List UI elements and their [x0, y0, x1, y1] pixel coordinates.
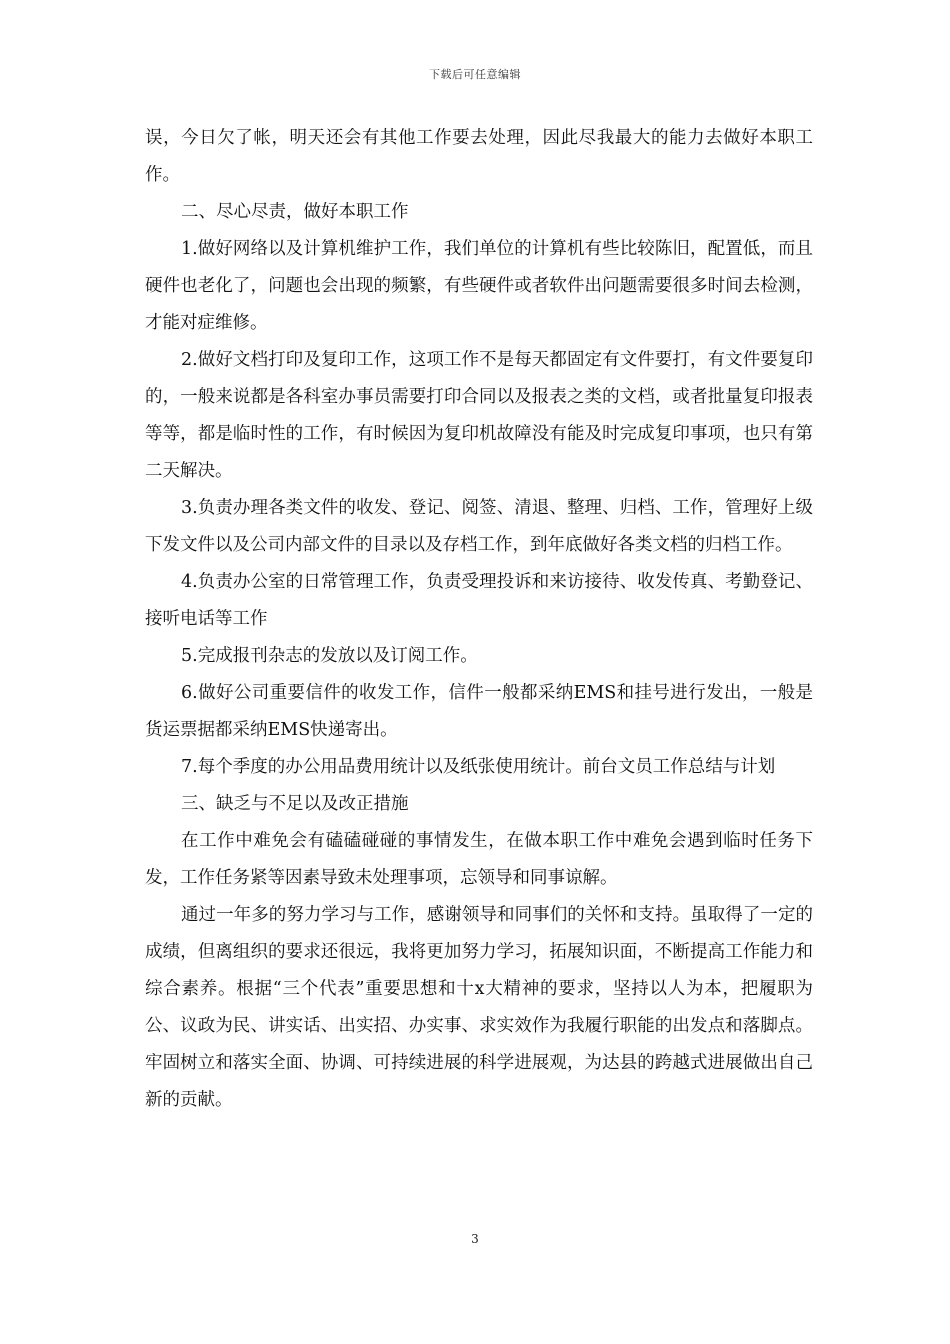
paragraph: 7.每个季度的办公用品费用统计以及纸张使用统计。前台文员工作总结与计划	[181, 757, 776, 777]
paragraph: 在工作中难免会有磕磕碰碰的事情发生，在做本职工作中难免会遇到临时任务下发，工作任务紧等因素导致未处理事项，忘领导和同事谅解。	[145, 831, 813, 888]
paragraph: 误，今日欠了帐，明天还会有其他工作要去处理，因此尽我最大的能力去做好本职工作。	[145, 128, 813, 185]
paragraph: 2.做好文档打印及复印工作，这项工作不是每天都固定有文件要打，有文件要复印的，一般来说都是各科室办事员需要打印合同以及报表之类的文档，或者批量复印报表等等，都是临时性的工作，有时候因为复印机故障没有能及时完成复印事项，也只有第二天解决。	[145, 350, 813, 481]
paragraph: 3.负责办理各类文件的收发、登记、阅签、清退、整理、归档、工作，管理好上级下发文件以及公司内部文件的目录以及存档工作，到年底做好各类文档的归档工作。	[145, 498, 813, 555]
document-body	[145, 120, 813, 1119]
paragraph: 4.负责办公室的日常管理工作，负责受理投诉和来访接待、收发传真、考勤登记、接听电话等工作	[145, 572, 813, 629]
paragraph: 5.完成报刊杂志的发放以及订阅工作。	[181, 646, 478, 666]
paragraph: 通过一年多的努力学习与工作，感谢领导和同事们的关怀和支持。虽取得了一定的成绩，但离组织的要求还很远，我将更加努力学习，拓展知识面，不断提高工作能力和综合素养。根据“三个代表”重要思想和十x大精神的要求，坚持以人为本，把履职为公、议政为民、讲实话、出实招、办实事、求实效作为我履行职能的出发点和落脚点。牢固树立和落实全面、协调、可持续进展的科学进展观，为达县的跨越式进展做出自己新的贡献。	[145, 905, 813, 1110]
section-heading: 三、缺乏与不足以及改正措施	[181, 794, 409, 814]
paragraph: 1.做好网络以及计算机维护工作，我们单位的计算机有些比较陈旧，配置低，而且硬件也老化了，问题也会出现的频繁，有些硬件或者软件出问题需要很多时间去检测，才能对症维修。	[145, 239, 813, 333]
section-heading: 二、尽心尽责，做好本职工作	[181, 202, 409, 222]
page-header: 下载后可任意编辑	[429, 68, 521, 81]
page-number: 3	[471, 1232, 479, 1246]
paragraph: 6.做好公司重要信件的收发工作，信件一般都采纳EMS和挂号进行发出，一般是货运票据都采纳EMS快递寄出。	[145, 683, 813, 740]
